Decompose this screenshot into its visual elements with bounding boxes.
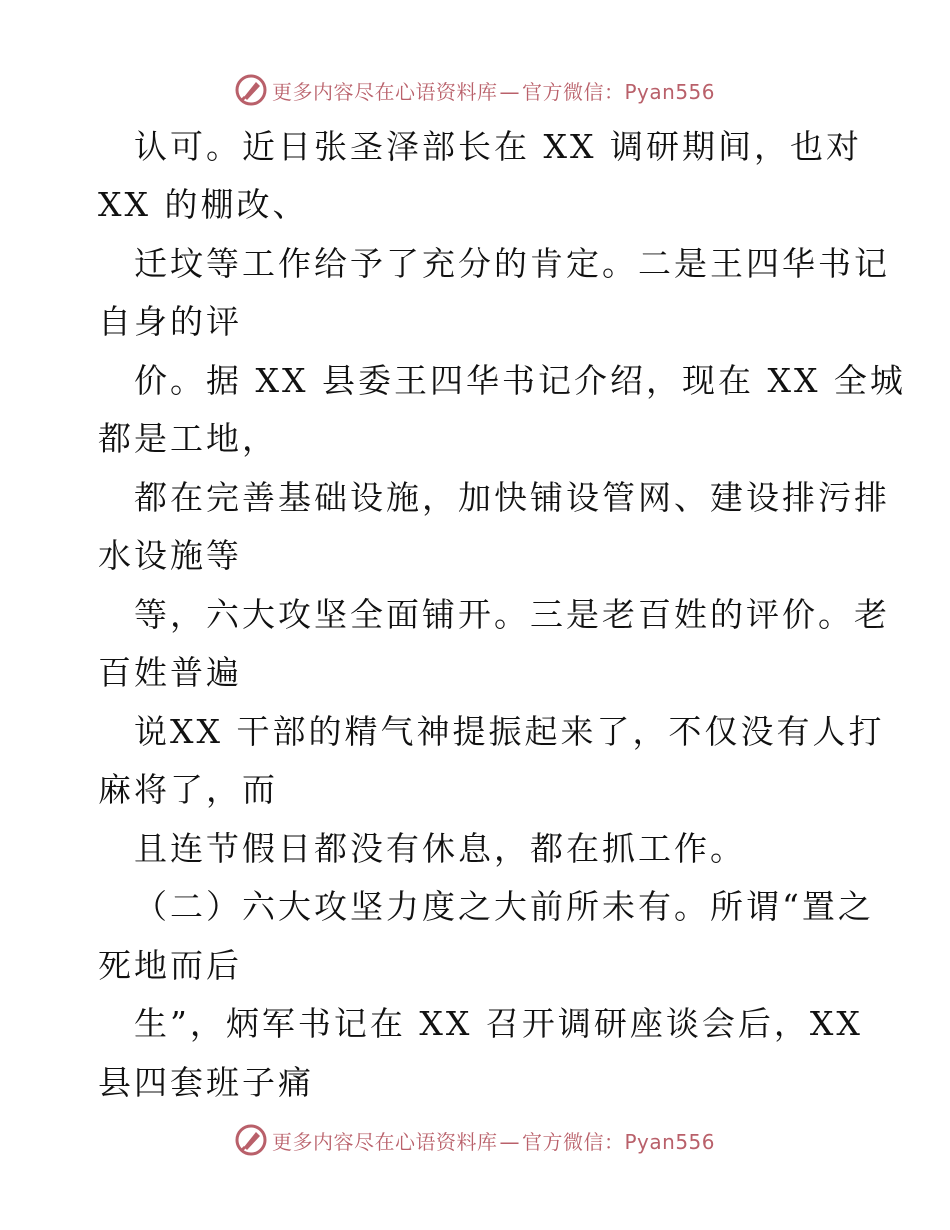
text-line: 生”，炳军书记在 XX 召开调研座谈会后，XX <box>134 1004 863 1043</box>
text-line: 等，六大攻坚全面铺开。三是老百姓的评价。老 <box>134 595 890 634</box>
banner-wechat-id: Pyan556 <box>624 79 716 104</box>
banner-text <box>272 76 715 105</box>
pen-nib-circle-icon <box>234 73 268 107</box>
banner-prefix: 更多内容尽在心语资料库 <box>272 1129 498 1154</box>
text-line: XX 的棚改、 <box>98 185 309 224</box>
text-line: 价。据 XX 县委王四华书记介绍，现在 XX 全城 <box>134 361 906 400</box>
banner-wechat-label: 官方微信： <box>522 79 625 104</box>
text-line: 百姓普遍 <box>98 653 242 692</box>
banner-wechat-id: Pyan556 <box>624 1129 716 1154</box>
banner-separator: — <box>499 79 520 104</box>
text-line: 自身的评 <box>98 302 242 341</box>
text-line: 认可。近日张圣泽部长在 XX 调研期间，也对 <box>134 127 862 166</box>
footer-banner <box>0 1120 950 1160</box>
text-line: 都是工地， <box>98 419 278 458</box>
text-line: 麻将了，而 <box>98 770 278 809</box>
text-line: 死地而后 <box>98 946 242 985</box>
text-line: 县四套班子痛 <box>98 1063 314 1102</box>
header-banner <box>0 70 950 110</box>
text-line: 且连节假日都没有休息，都在抓工作。 <box>134 829 746 868</box>
banner-wechat-label: 官方微信： <box>522 1129 625 1154</box>
text-line: 迁坟等工作给予了充分的肯定。二是王四华书记 <box>134 244 890 283</box>
banner-content <box>234 1120 715 1160</box>
banner-prefix: 更多内容尽在心语资料库 <box>272 79 498 104</box>
pen-nib-circle-icon <box>234 1123 268 1157</box>
text-line: 说XX 干部的精气神提振起来了，不仅没有人打 <box>134 712 885 751</box>
text-line: 都在完善基础设施，加快铺设管网、建设排污排 <box>134 478 890 517</box>
banner-content <box>234 70 715 110</box>
banner-text <box>272 1126 715 1155</box>
text-line: （二）六大攻坚力度之大前所未有。所谓“置之 <box>134 887 874 926</box>
text-line: 水设施等 <box>98 536 242 575</box>
banner-separator: — <box>499 1129 520 1154</box>
